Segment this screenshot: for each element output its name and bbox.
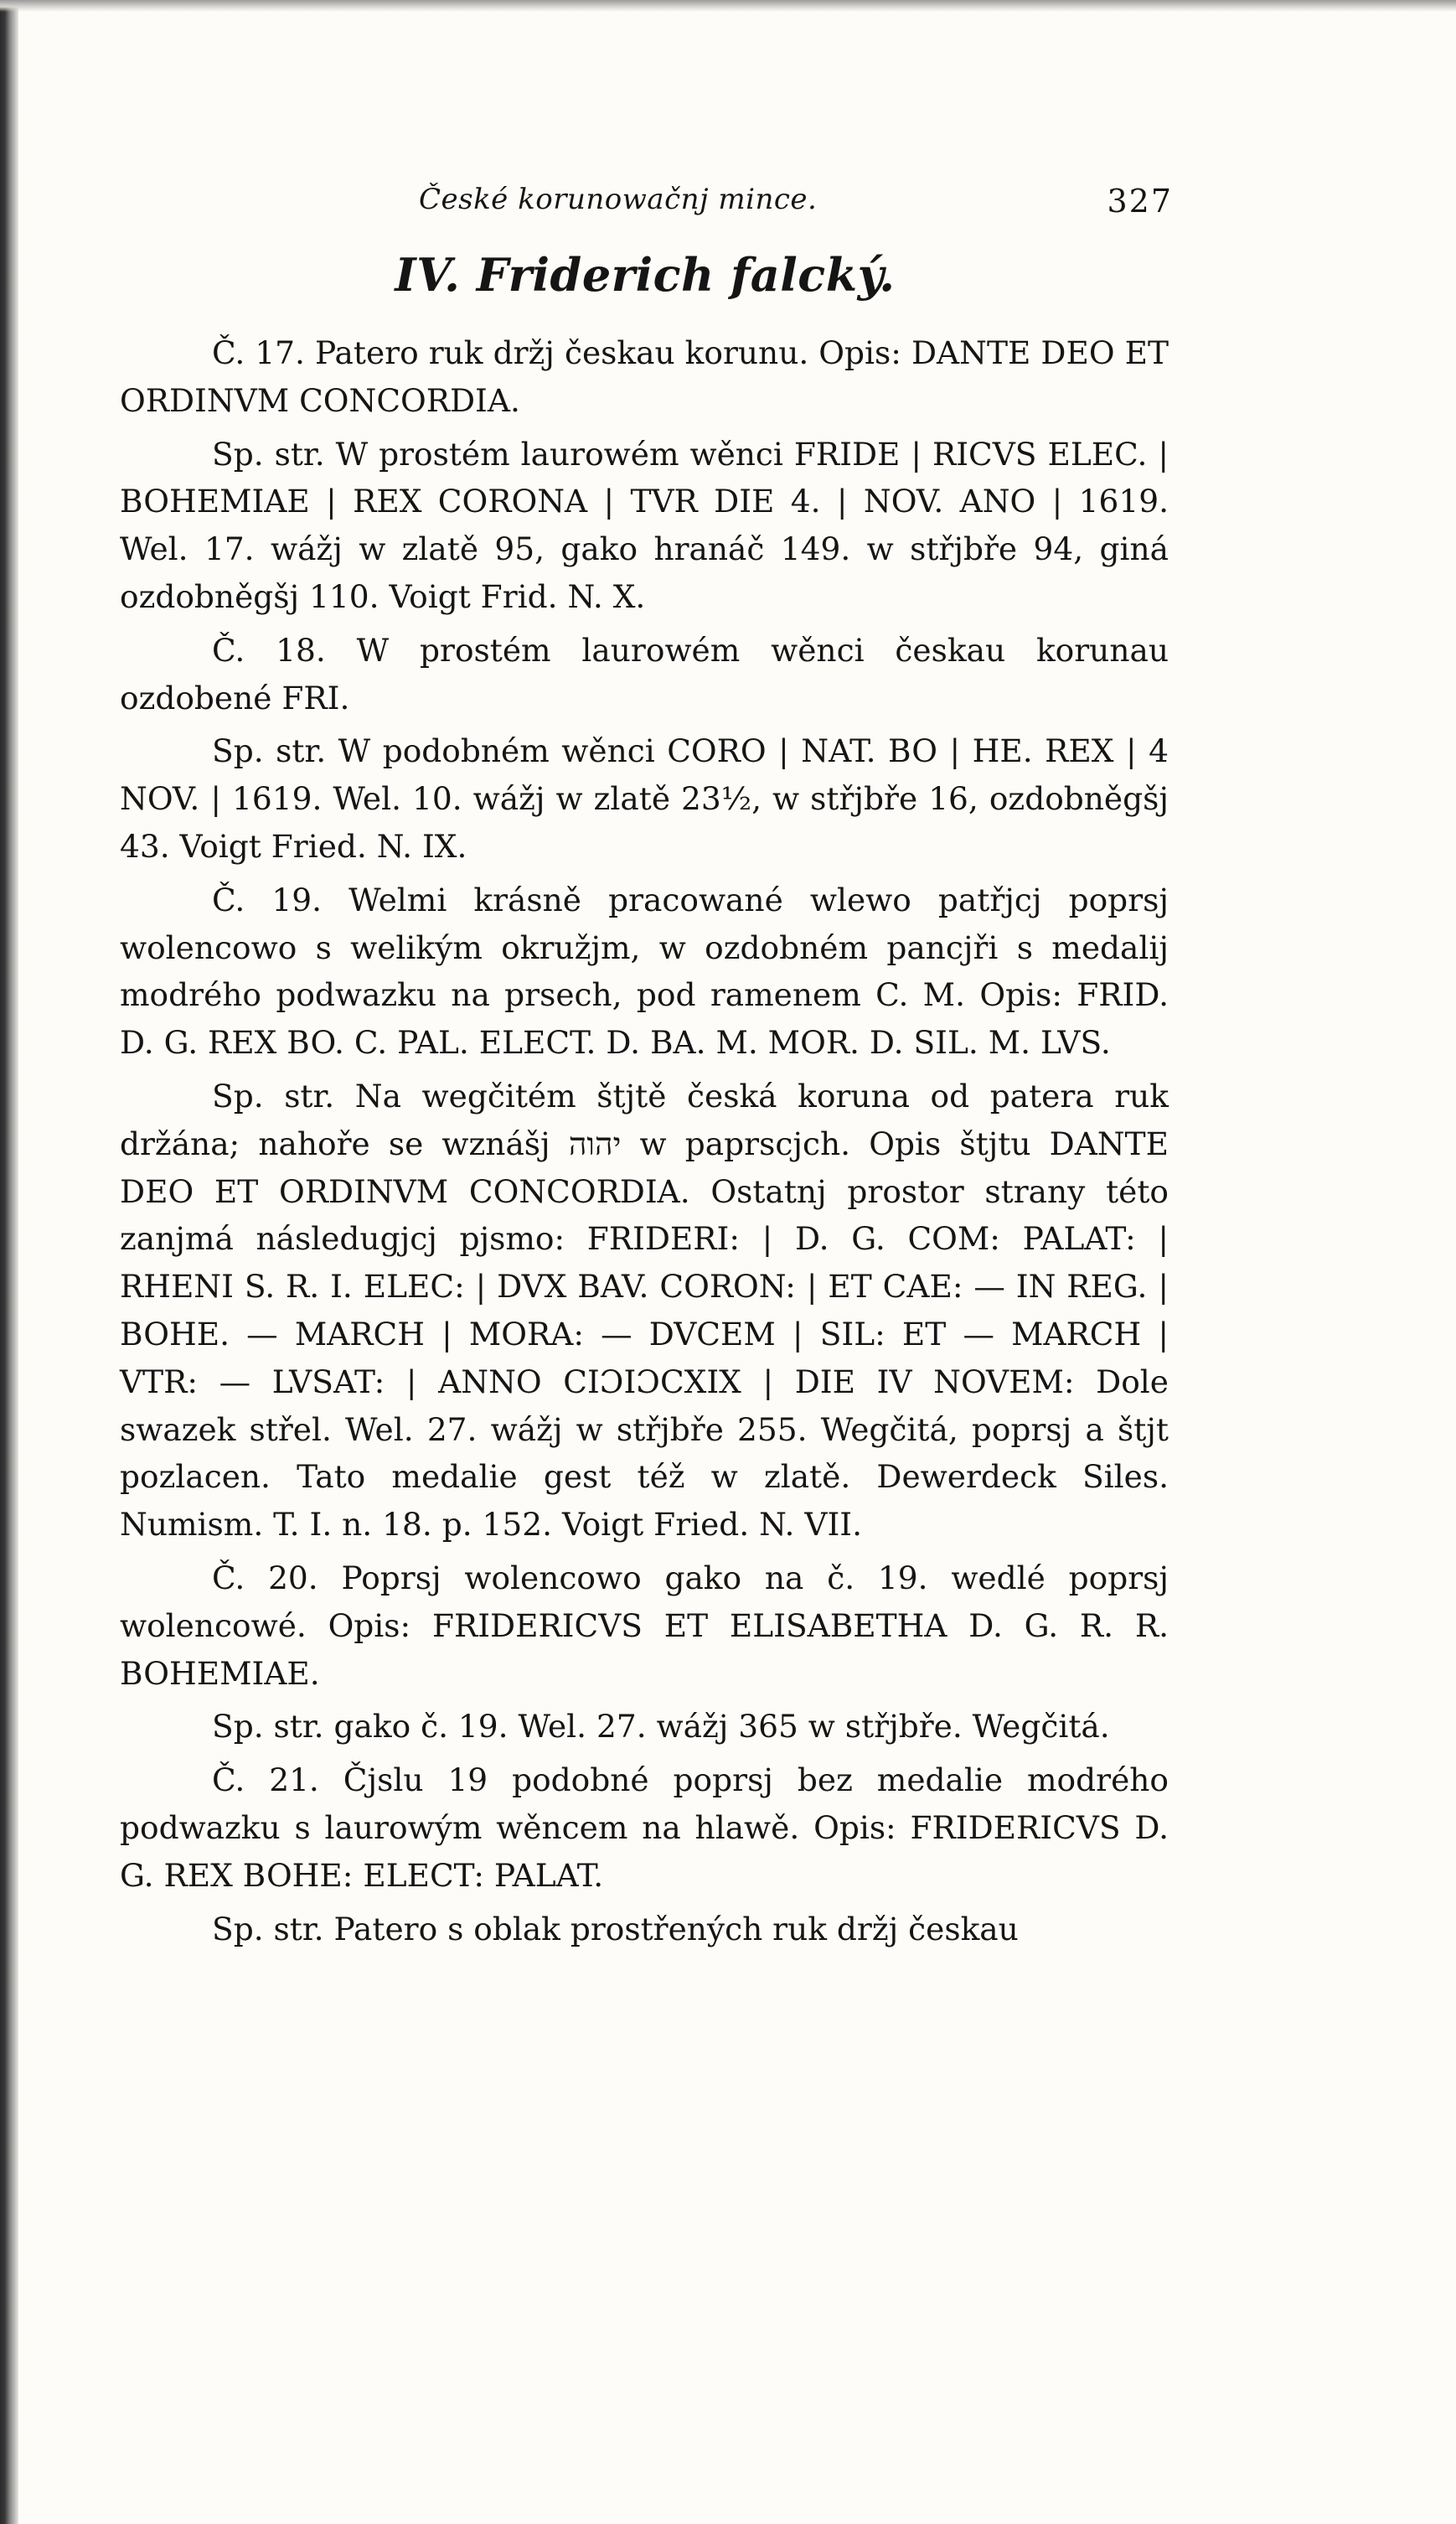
entry-18-reverse: Sp. str. W podobném wěnci CORO | NAT. BO | HE. REX | 4 NOV. | 1619. Wel. 10. wážj w zlatě 23½, w střjbře 16, ozdobněgšj 43. Voigt Fried. N. IX. bbox=[120, 732, 1169, 865]
entry-19-obverse: Č. 19. Welmi krásně pracowané wlewo patřjcj poprsj wolencowo s welikým okružjm, w ozdobném pancjři s medalij modrého podwazku na prsech, pod ramenem C. M. Opis: FRID. D. G. REX BO. C. PAL. ELECT. D. BA. M. MOR. D. SIL. M. LVS. bbox=[120, 881, 1169, 1062]
entry-17-obverse: Č. 17. Patero ruk držj českau korunu. Opis: DANTE DEO ET ORDINVM CONCORDIA. bbox=[120, 334, 1169, 419]
running-title: České korunowačnj mince. bbox=[419, 183, 818, 216]
running-head bbox=[117, 183, 1173, 225]
page-number: 327 bbox=[1107, 183, 1173, 220]
entry-17-reverse: Sp. str. W prostém laurowém wěnci FRIDE | RICVS ELEC. | BOHEMIAE | REX CORONA | TVR DIE 4. | NOV. ANO | 1619. Wel. 17. wážj w zlatě 95, gako hranáč 149. w střjbře 94, giná ozdobněgšj 110. Voigt Frid. N. X. bbox=[120, 435, 1169, 615]
entry-20-obverse: Č. 20. Poprsj wolencowo gako na č. 19. wedlé poprsj wolencowé. Opis: FRIDERICVS ET ELISABETHA D. G. R. R. BOHEMIAE. bbox=[120, 1559, 1169, 1692]
coin-entries bbox=[120, 329, 1169, 1958]
entry-19-reverse: Sp. str. Na wegčitém štjtě česká koruna od patera ruk držána; nahoře se wznášj יהוה w paprscjch. Opis štjtu DANTE DEO ET ORDINVM CONCORDIA. Ostatnj prostor strany této zanjmá následugjcj pjsmo: FRIDERI: | D. G. COM: PALAT: | RHENI S. R. I. ELEC: | DVX BAV. CORON: | ET CAE: — IN REG. | BOHE. — MARCH | MORA: — DVCEM | SIL: ET — MARCH | VTR: — LVSAT: | ANNO CIƆIƆCXIX | DIE IV NOVEM: Dole swazek střel. Wel. 27. wážj w střjbře 255. Wegčitá, poprsj a štjt pozlacen. Tato medalie gest též w zlatě. Dewerdeck Siles. Numism. T. I. n. 18. p. 152. Voigt Fried. N. VII. bbox=[120, 1077, 1169, 1544]
entry-21-reverse: Sp. str. Patero s oblak prostřených ruk držj českau bbox=[212, 1910, 1019, 1947]
entry-18-obverse: Č. 18. W prostém laurowém wěnci českau korunau ozdobené FRI. bbox=[120, 631, 1169, 716]
entry-20-reverse: Sp. str. gako č. 19. Wel. 27. wážj 365 w střjbře. Wegčitá. bbox=[212, 1708, 1110, 1746]
chapter-heading: IV. Friderich falcký. bbox=[395, 248, 896, 302]
entry-21-obverse: Č. 21. Čjslu 19 podobné poprsj bez medalie modrého podwazku s laurowým wěncem na hlawě. Opis: FRIDERICVS D. G. REX BOHE: ELECT: PALAT. bbox=[120, 1761, 1169, 1894]
